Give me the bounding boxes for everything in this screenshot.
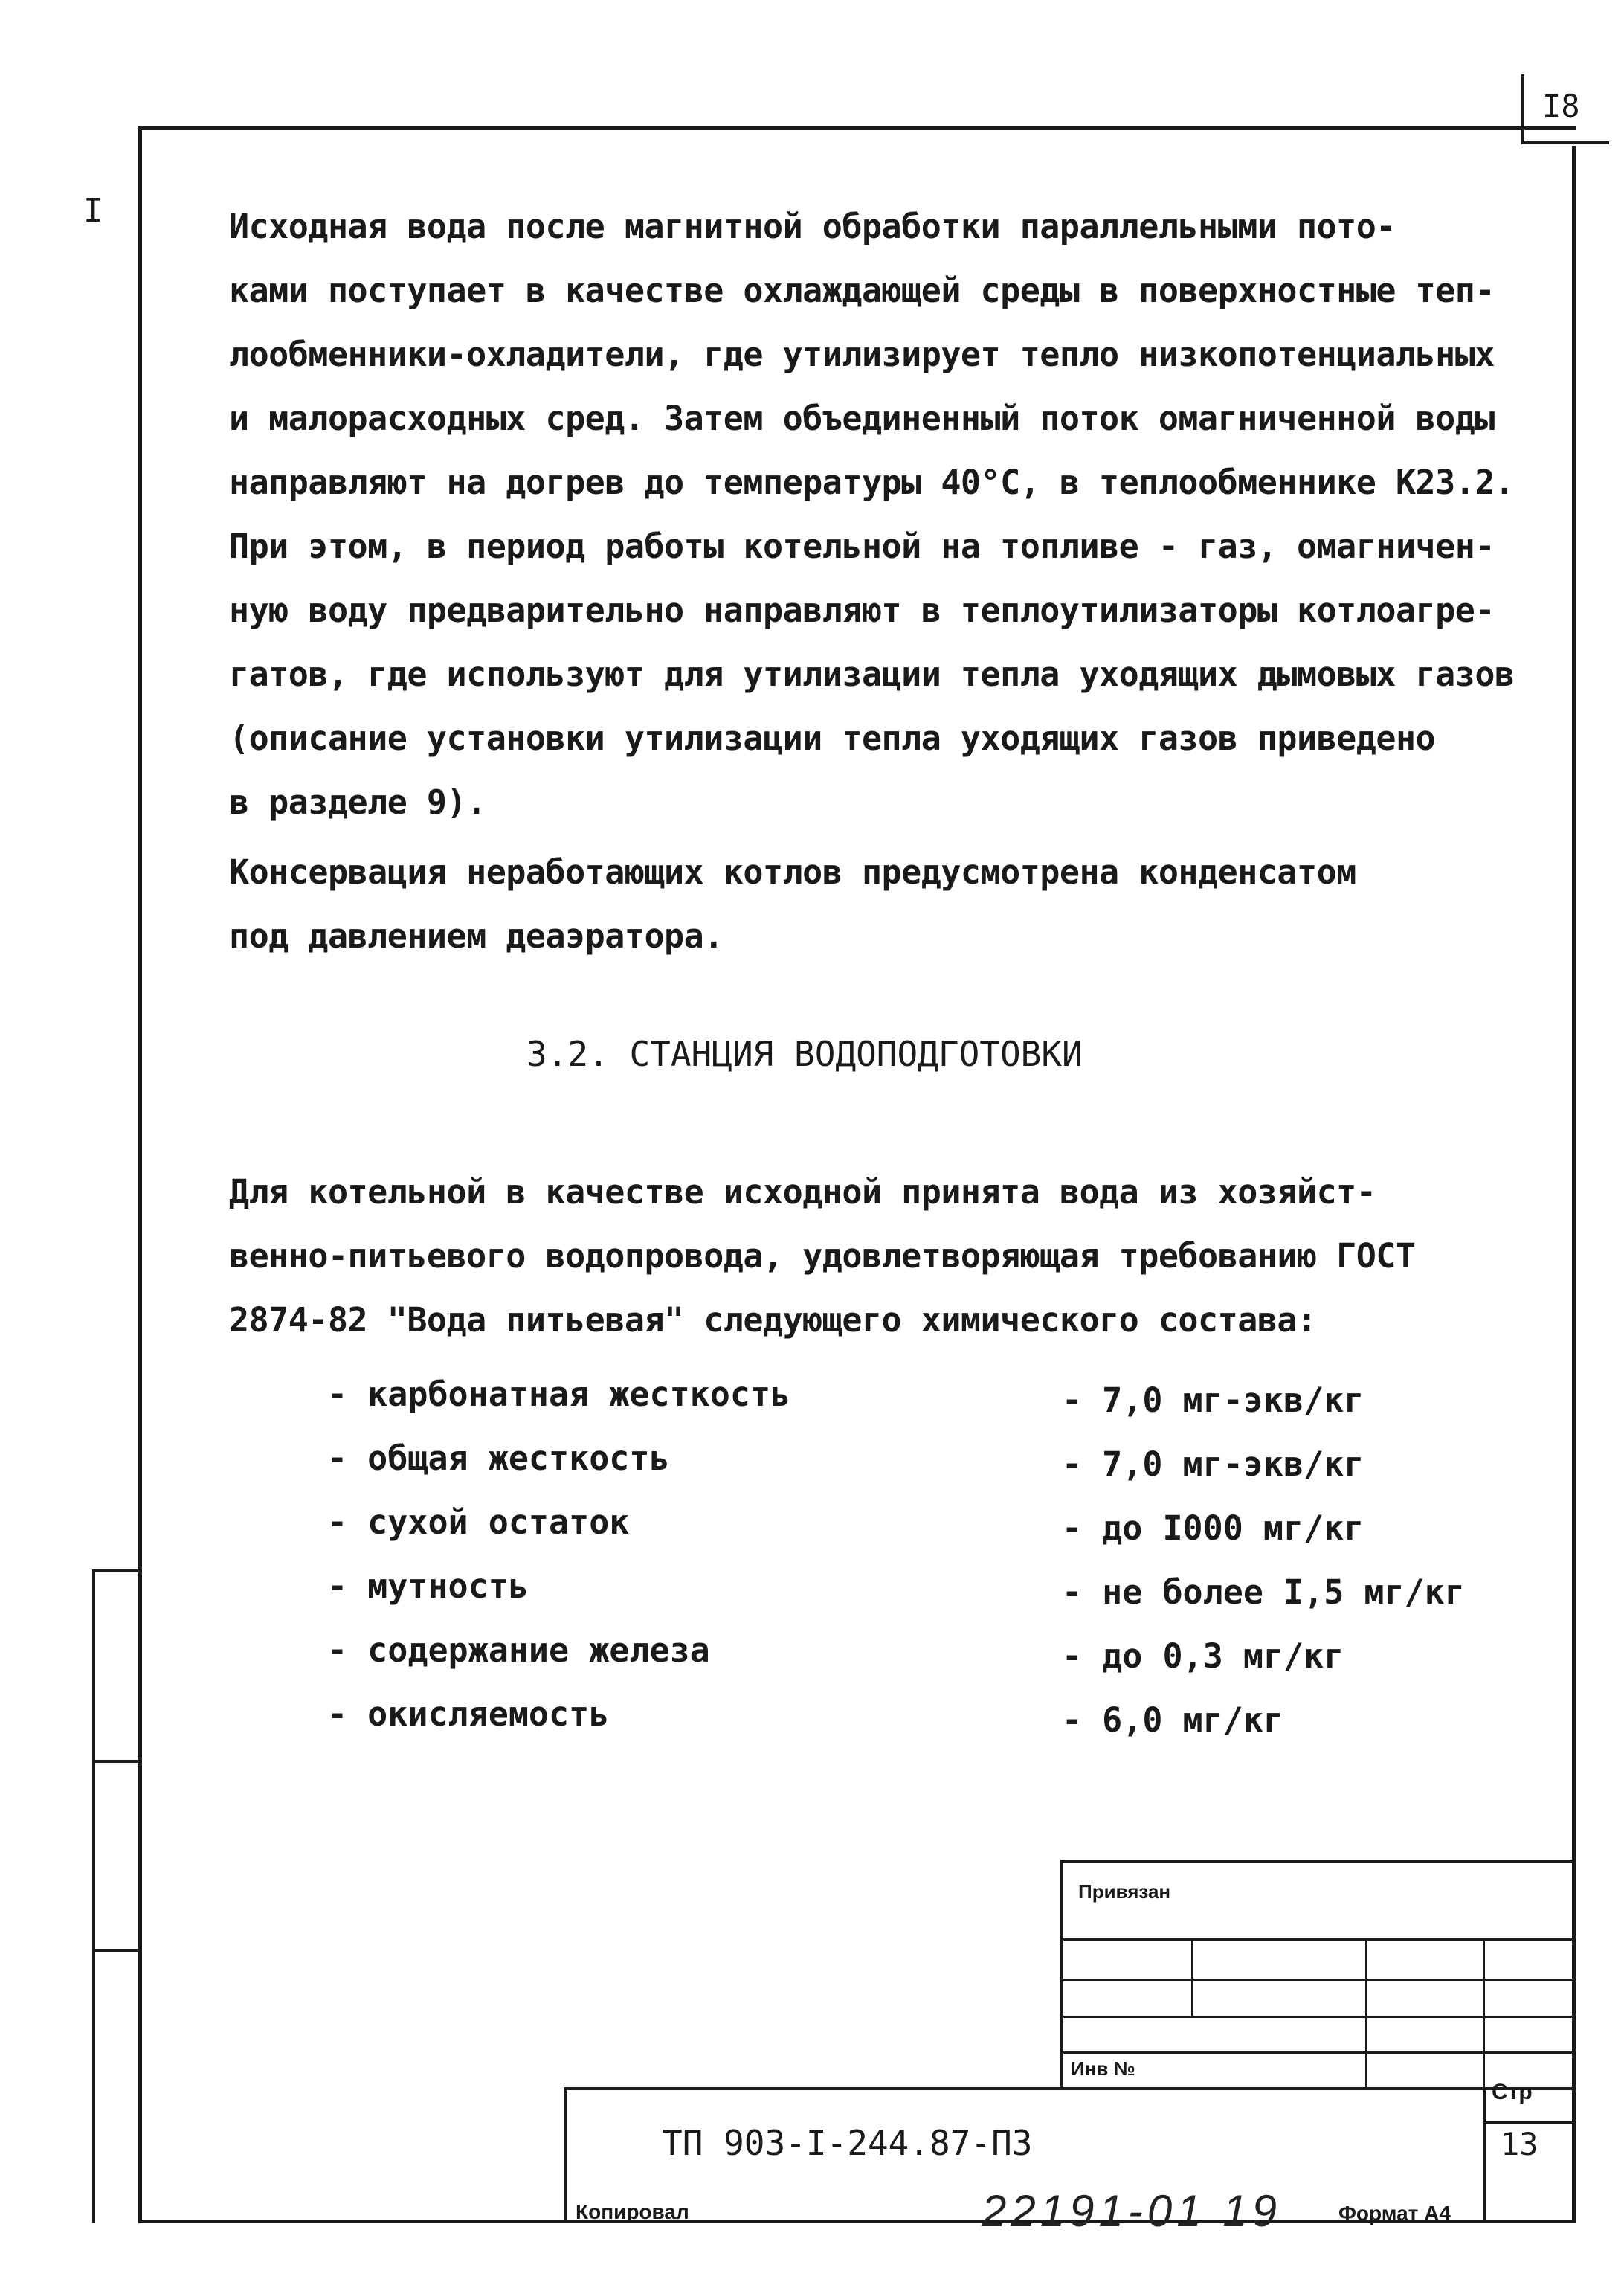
page-number: I8 [1542, 88, 1580, 124]
stamp-upper-row-rule-4 [1060, 2051, 1575, 2054]
stamp-upper-row-rule-3 [1060, 2016, 1575, 2018]
stamp-upper-col-rule-1 [1191, 1938, 1193, 2016]
composition-value: - 6,0 мг/кг [1062, 1700, 1284, 1740]
composition-value: - 7,0 мг-экв/кг [1062, 1381, 1364, 1420]
binding-strip-left-rule [92, 1569, 95, 2223]
section-heading: 3.2. СТАНЦИЯ ВОДОПОДГОТОВКИ [526, 1034, 1083, 1074]
stamp-upper-left-rule [1060, 1860, 1063, 2090]
stamp-upper-row-rule-2 [1060, 1979, 1575, 1981]
title-row-top-rule [564, 2087, 1575, 2090]
page-number-box-left-rule [1521, 74, 1524, 143]
composition-value: - до 0,3 мг/кг [1062, 1636, 1344, 1676]
sheet-label: Стр [1492, 2080, 1533, 2104]
attached-label: Привязан [1078, 1880, 1171, 1903]
intro-paragraph-2: Консервация неработающих котлов предусмотрена конденсатом под давлением деаэратора. [229, 852, 1356, 956]
title-row-left-rule [564, 2087, 567, 2223]
composition-label: - мутность [327, 1566, 529, 1606]
page-number-box-bottom-rule [1521, 141, 1609, 144]
binding-strip-rule-3 [92, 1949, 140, 1952]
composition-label: - карбонатная жесткость [327, 1375, 791, 1414]
sheet-cell-left-rule [1483, 2087, 1486, 2223]
document-code: ТП 903-I-244.87-ПЗ [662, 2123, 1033, 2163]
composition-label: - сухой остаток [327, 1503, 630, 1542]
stamp-upper-col-rule-3 [1483, 1938, 1485, 2090]
handwritten-number: 22191-01 19 [982, 2186, 1281, 2236]
binding-strip-rule-1 [92, 1569, 140, 1572]
stamp-upper-row-rule-1 [1060, 1938, 1575, 1941]
composition-label: - содержание железа [327, 1630, 710, 1670]
stamp-upper-col-rule-2 [1365, 1938, 1367, 2090]
frame-top-rule [138, 126, 1576, 130]
stamp-upper-top-rule [1060, 1860, 1575, 1863]
composition-label: - окисляемость [327, 1694, 610, 1734]
margin-mark: I [83, 192, 103, 230]
section-paragraph: Для котельной в качестве исходной принята вода из хозяйст- венно-питьевого водопровода, удовлетворяющая требованию ГОСТ 2874-82 "Вода питьевая" следующего химического состава: [229, 1172, 1416, 1340]
binding-strip-rule-2 [92, 1760, 140, 1763]
composition-value: - до I000 мг/кг [1062, 1508, 1364, 1548]
composition-value: - 7,0 мг-экв/кг [1062, 1444, 1364, 1484]
composition-value: - не более I,5 мг/кг [1062, 1572, 1465, 1612]
composition-label: - общая жесткость [327, 1439, 670, 1478]
frame-right-rule [1572, 146, 1576, 2221]
format-label: Формат А4 [1338, 2202, 1451, 2225]
inventory-number-label: Инв № [1071, 2057, 1135, 2080]
sheet-cell-divider-rule [1483, 2121, 1575, 2124]
frame-left-rule [138, 126, 142, 2223]
sheet-number: 13 [1501, 2126, 1538, 2162]
copied-by-label: Копировал [576, 2200, 689, 2223]
intro-paragraph-1: Исходная вода после магнитной обработки параллельными пото- ками поступает в качестве охлаждающей среды в поверхностные теп- лообменники-охладители, где утилизирует тепло низкопотенциальных и малорасходных сред. Затем объединенный поток омагниченной воды направляют на догрев до температуры 40°С, в теплообменнике К23.2. При этом, в период работы котельной на топливе - газ, омагничен- ную воду предварительно направляют в теплоутилизаторы котлоагре- гатов, где используют для утилизации тепла уходящих дымовых газов (описание установки утилизации тепла уходящих газов приведено в разделе 9). [229, 207, 1515, 822]
